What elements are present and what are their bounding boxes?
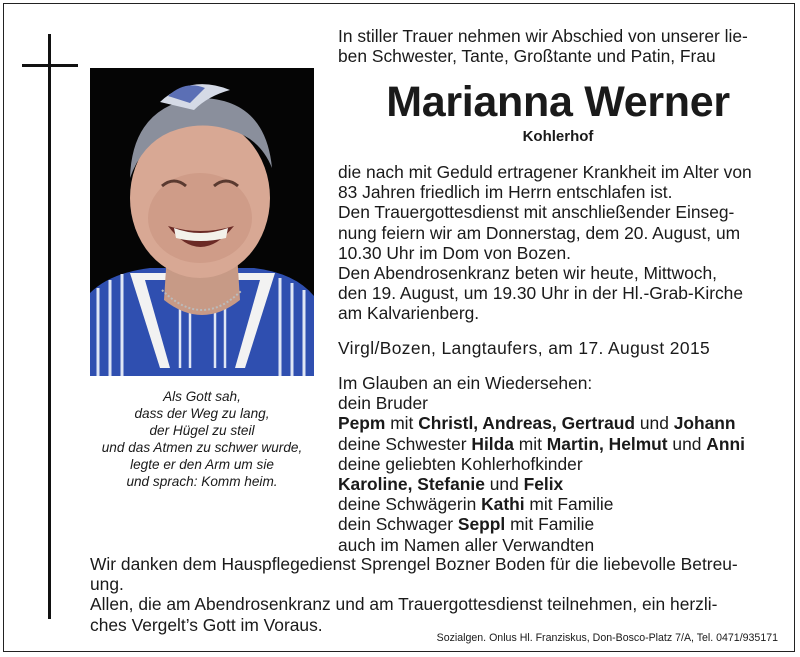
thanks-text [90, 554, 778, 635]
deceased-name: Marianna Werner [386, 78, 730, 126]
mourners-children: Karoline, Stefanie und Felix [338, 474, 564, 495]
body-line: am Kalvarienberg. [338, 303, 480, 324]
announcement-body [338, 162, 778, 324]
cross-icon [48, 34, 51, 619]
poem-line: legte er den Arm um sie [130, 457, 274, 472]
body-line: Den Abendrosenkranz beten wir heute, Mittwoch, [338, 263, 717, 284]
poem [90, 388, 314, 490]
poem-line: Als Gott sah, [163, 389, 241, 404]
body-line: Den Trauergottesdienst mit anschließender Einseg- [338, 202, 735, 223]
funeral-service-footer: Sozialgen. Onlus Hl. Franziskus, Don-Bosco-Platz 7/A, Tel. 0471/935171 [436, 632, 778, 644]
mourners-list [338, 373, 778, 555]
mourners-sister: deine Schwester Hilda mit Martin, Helmut und Anni [338, 433, 745, 454]
mourners-sister-in-law: deine Schwägerin Kathi mit Familie [338, 494, 614, 515]
body-line: 10.30 Uhr im Dom von Bozen. [338, 242, 571, 263]
mourners-brother-label: dein Bruder [338, 393, 428, 414]
poem-line: der Hügel zu steil [149, 423, 255, 438]
mourners-relatives: auch im Namen aller Verwandten [338, 534, 595, 555]
mourners-intro: Im Glauben an ein Wiedersehen: [338, 373, 593, 393]
thanks-line: Wir danken dem Hauspflegedienst Sprengel Bozner Boden für die liebevolle Betreu- [90, 554, 738, 574]
poem-line: dass der Weg zu lang, [134, 406, 270, 421]
mourners-brother-in-law: dein Schwager Seppl mit Familie [338, 514, 595, 535]
mourners-brother: Pepm mit Christl, Andreas, Gertraud und Johann [338, 413, 736, 434]
poem-line: und das Atmen zu schwer wurde, [101, 440, 303, 455]
thanks-line: ches Vergelt’s Gott im Voraus. [90, 614, 323, 635]
thanks-line: Allen, die am Abendrosenkranz und am Trauergottesdienst teilnehmen, ein herzli- [90, 594, 718, 615]
farm-name: Kohlerhof [522, 128, 594, 145]
body-line: die nach mit Geduld ertragener Krankheit im Alter von [338, 162, 752, 182]
intro-text [338, 26, 778, 66]
body-line: 83 Jahren friedlich im Herrn entschlafen ist. [338, 182, 673, 203]
body-line: nung feiern wir am Donnerstag, dem 20. August, um [338, 222, 741, 243]
mourners-children-label: deine geliebten Kohlerhofkinder [338, 453, 583, 474]
portrait-photo [90, 68, 314, 376]
portrait-illustration [90, 68, 314, 376]
poem-line: und sprach: Komm heim. [126, 474, 278, 489]
body-line: den 19. August, um 19.30 Uhr in der Hl.-Grab-Kirche [338, 283, 744, 304]
intro-line: In stiller Trauer nehmen wir Abschied von unserer lie- [338, 26, 748, 46]
cross-icon-bar [22, 64, 78, 67]
dateline: Virgl/Bozen, Langtaufers, am 17. August 2015 [338, 338, 711, 358]
intro-line: ben Schwester, Tante, Großtante und Patin, Frau [338, 46, 716, 67]
thanks-line: ung. [90, 574, 124, 595]
